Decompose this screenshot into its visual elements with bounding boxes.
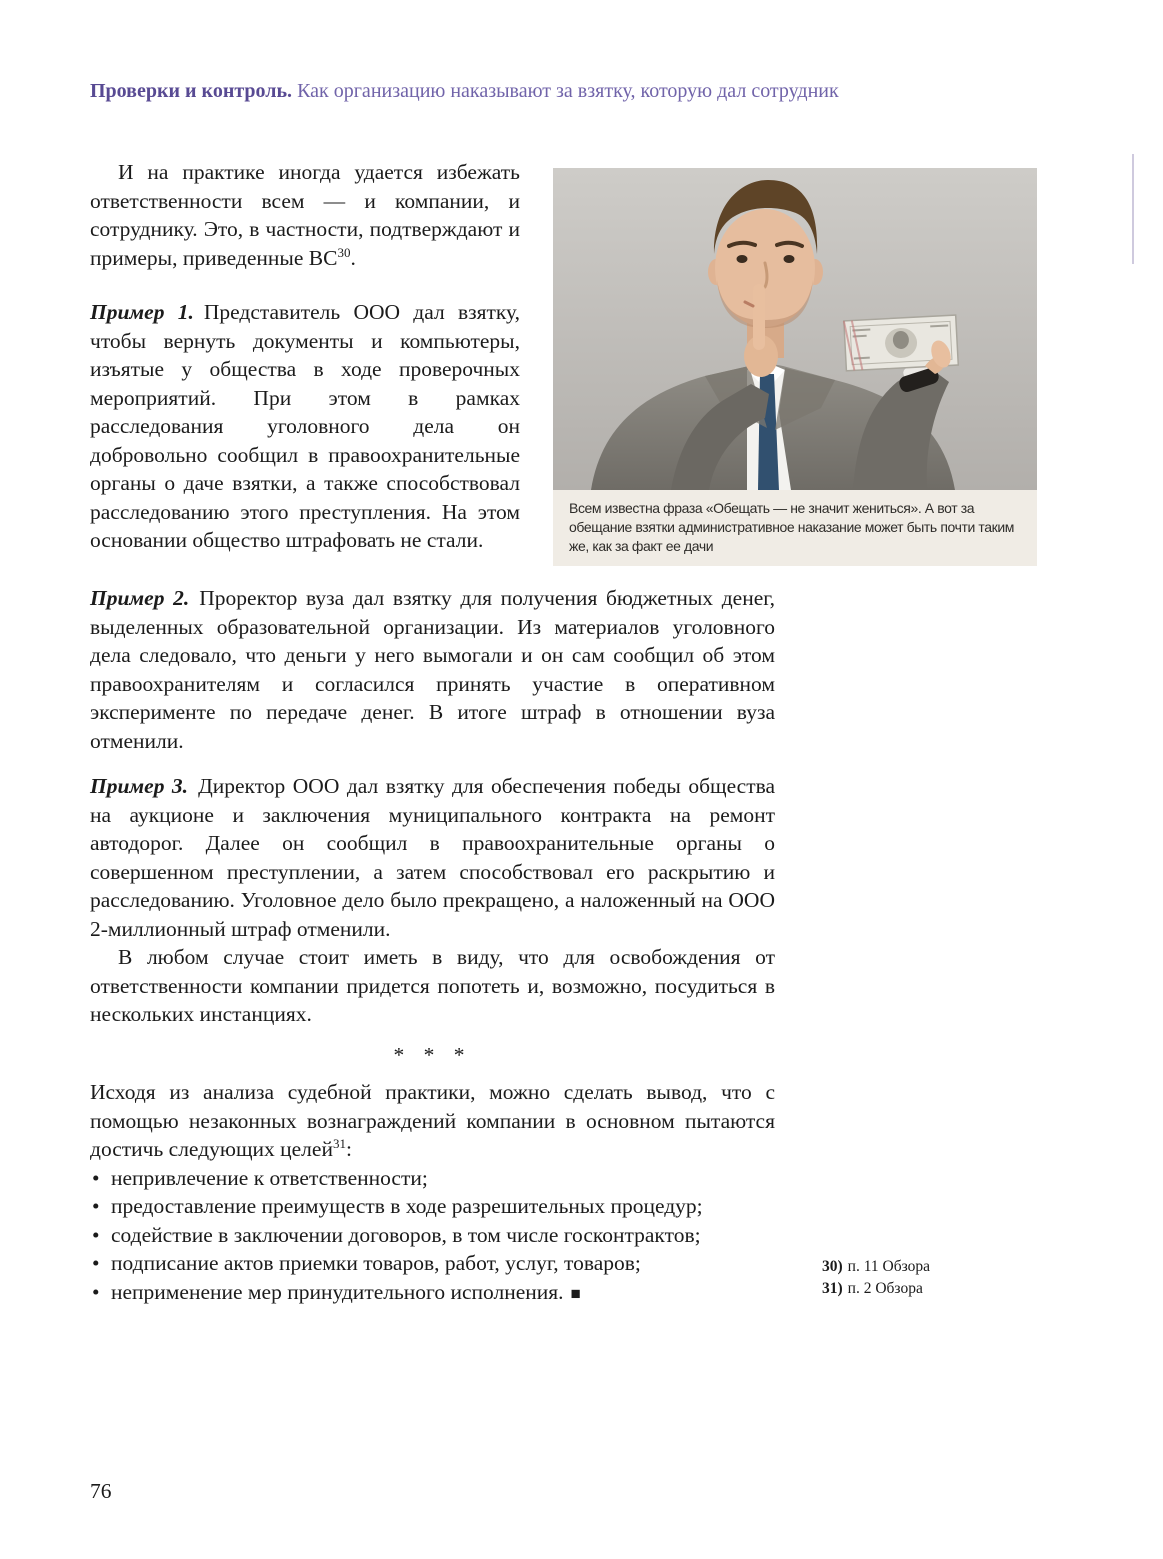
example-3-paragraph: [90, 772, 775, 943]
goal-text: подписание актов приемки товаров, работ, услуг, товаров;: [111, 1251, 641, 1275]
footnote-30: [822, 1256, 930, 1278]
footnote-31-number: 31): [822, 1280, 843, 1297]
goal-text: предоставление преимуществ в ходе разрешительных процедур;: [111, 1194, 703, 1218]
goal-text: непривлечение к ответственности;: [111, 1165, 428, 1190]
list-item: [90, 1164, 775, 1193]
eye-left: [737, 255, 748, 263]
footnote-30-text: п. 11 Обзора: [847, 1258, 931, 1275]
footnote-31-text: п. 2 Обзора: [847, 1280, 923, 1297]
example-1-label: Пример 1.: [90, 300, 194, 324]
goal-text: неприменение мер принудительного исполнения.: [111, 1279, 564, 1304]
intro-text: И на практике иногда удается избежать ответственности всем — и компании, и сотруднику. Это, в частности, подтверждают и примеры, приведенные ВС: [90, 160, 520, 270]
article-end-mark: ■: [570, 1283, 581, 1303]
goals-list: [90, 1164, 775, 1309]
conclusion-paragraph: [90, 1078, 775, 1164]
shh-index-finger: [753, 284, 765, 350]
footnote-ref-30: 30: [337, 244, 351, 260]
conclusion-tail: :: [345, 1137, 352, 1161]
photo-caption: Всем известна фраза «Обещать — не значит жениться». А вот за обещание взятки административное наказание может быть почти таким же, как за факт ее дачи: [553, 490, 1037, 566]
example-2-text: Проректор вуза дал взятку для получения бюджетных денег, выделенных образовательной организации. Из материалов уголовного дела следовало, что деньги у него вымогали и он сам сообщил об этом правоохранителям и согласился принять участие в оперативном эксперименте по передаче денег. В итоге штраф в отношении вуза отменили.: [90, 586, 776, 753]
footnotes-column: [822, 1256, 930, 1300]
article-body: [90, 158, 1037, 1308]
businessman-shh-illustration: [553, 168, 1037, 490]
example-3-text: Директор ООО дал взятку для обеспечения победы общества на аукционе и заключения муниципального контракта на ремонт автодорог. Далее он сообщил в правоохранительные органы о совершенном преступлении, а затем способствовал его раскрытию и расследованию. Уголовное дело было прекращено, а наложенный на ООО 2-миллионный штраф отменили.: [90, 774, 776, 941]
running-head: [90, 80, 839, 103]
after-examples-paragraph: В любом случае стоит иметь в виду, что для освобождения от ответственности компании придется попотеть и, возможно, посудиться в нескольких инстанциях.: [90, 945, 775, 1026]
list-item: [90, 1249, 775, 1278]
page-number: 76: [90, 1479, 112, 1503]
example-2-label: Пример 2.: [90, 586, 190, 610]
intro-tail: .: [350, 245, 356, 270]
conclusion-text: Исходя из анализа судебной практики, можно сделать вывод, что с помощью незаконных вознаграждений компании в основном пытаются достичь следующих целей: [90, 1080, 775, 1161]
footnote-30-number: 30): [822, 1258, 843, 1275]
list-item: [90, 1192, 775, 1221]
list-item: [90, 1221, 775, 1250]
full-width-section: [90, 584, 775, 1308]
right-margin-rule: [1132, 154, 1134, 264]
article-photo: [553, 168, 1037, 566]
running-head-section: Проверки и контроль.: [90, 80, 293, 102]
example-2-paragraph: [90, 584, 775, 755]
list-item: [90, 1278, 775, 1309]
eye-right: [784, 255, 795, 263]
section-separator: * * *: [393, 1042, 472, 1067]
example-1-text: Представитель ООО дал взятку, чтобы вернуть документы и компьютеры, изъятые у общества в ходе проверочных мероприятий. При этом в рамках расследования уголовного дела он добровольно сообщил в правоохранительные органы о даче взятки, а также способствовал расследованию этого преступления. На этом основании общество штрафовать не стали.: [90, 300, 521, 552]
example-3-label: Пример 3.: [90, 774, 189, 798]
footnote-31: [822, 1278, 930, 1300]
running-head-title: Как организацию наказывают за взятку, которую дал сотрудник: [297, 80, 839, 102]
footnote-ref-31: 31: [332, 1135, 346, 1151]
goal-text: содействие в заключении договоров, в том числе госконтрактов;: [111, 1222, 701, 1247]
